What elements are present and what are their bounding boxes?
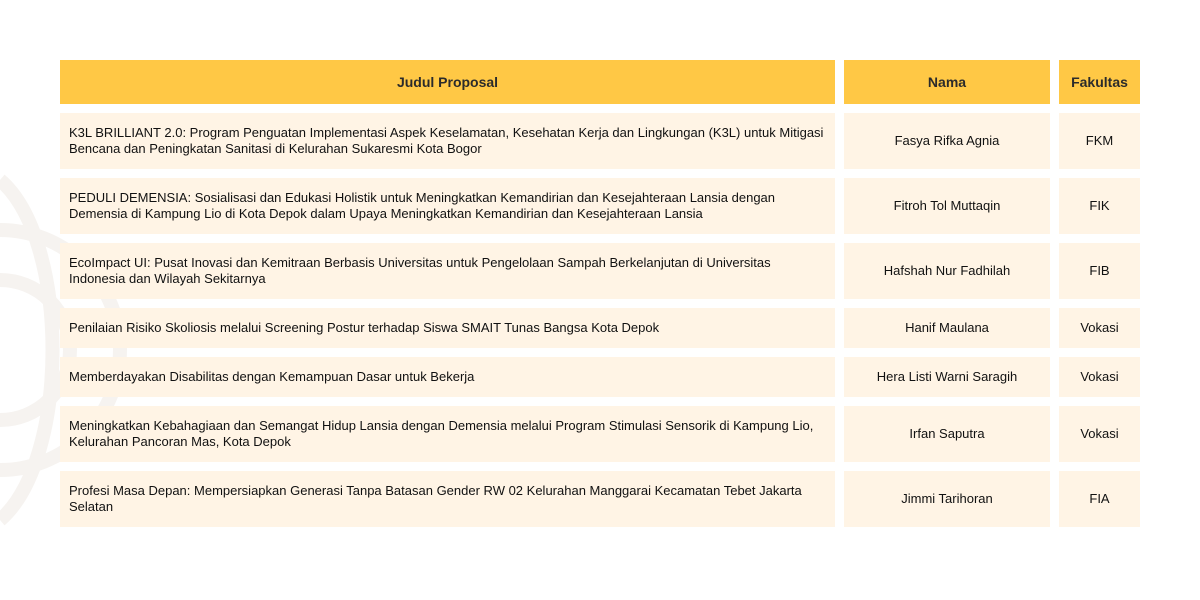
faculty: FKM: [1059, 113, 1140, 169]
proposer-name: Hanif Maulana: [844, 308, 1050, 348]
header-title: Judul Proposal: [60, 60, 835, 104]
proposal-title: Profesi Masa Depan: Mempersiapkan Generasi Tanpa Batasan Gender RW 02 Kelurahan Manggarai Kecamatan Tebet Jakarta Selatan: [60, 471, 835, 527]
proposal-title: K3L BRILLIANT 2.0: Program Penguatan Implementasi Aspek Keselamatan, Kesehatan Kerja dan Lingkungan (K3L) untuk Mitigasi Bencana dan Peningkatan Sanitasi di Kelurahan Sukaresmi Kota Bogor: [60, 113, 835, 169]
proposal-table-container: [60, 60, 1140, 527]
table-row: [60, 113, 1140, 169]
header-faculty: Fakultas: [1059, 60, 1140, 104]
proposer-name: Fitroh Tol Muttaqin: [844, 178, 1050, 234]
faculty: FIA: [1059, 471, 1140, 527]
proposer-name: Fasya Rifka Agnia: [844, 113, 1050, 169]
proposal-title: Memberdayakan Disabilitas dengan Kemampuan Dasar untuk Bekerja: [60, 357, 835, 397]
faculty: Vokasi: [1059, 406, 1140, 462]
faculty: Vokasi: [1059, 357, 1140, 397]
table-row: [60, 357, 1140, 397]
table-row: [60, 243, 1140, 299]
table-header-row: [60, 60, 1140, 104]
table-row: [60, 406, 1140, 462]
proposal-table: [51, 51, 1149, 536]
proposal-title: Meningkatkan Kebahagiaan dan Semangat Hidup Lansia dengan Demensia melalui Program Stimulasi Sensorik di Kampung Lio, Kelurahan Pancoran Mas, Kota Depok: [60, 406, 835, 462]
table-row: [60, 308, 1140, 348]
proposer-name: Jimmi Tarihoran: [844, 471, 1050, 527]
table-row: [60, 471, 1140, 527]
proposal-title: EcoImpact UI: Pusat Inovasi dan Kemitraan Berbasis Universitas untuk Pengelolaan Sampah Berkelanjutan di Universitas Indonesia dan Wilayah Sekitarnya: [60, 243, 835, 299]
proposer-name: Irfan Saputra: [844, 406, 1050, 462]
header-name: Nama: [844, 60, 1050, 104]
faculty: FIB: [1059, 243, 1140, 299]
proposal-title: PEDULI DEMENSIA: Sosialisasi dan Edukasi Holistik untuk Meningkatkan Kemandirian dan Kesejahteraan Lansia dengan Demensia di Kampung Lio di Kota Depok dalam Upaya Meningkatkan Kemandirian dan Kesejahteraan Lansia: [60, 178, 835, 234]
proposer-name: Hafshah Nur Fadhilah: [844, 243, 1050, 299]
table-row: [60, 178, 1140, 234]
faculty: Vokasi: [1059, 308, 1140, 348]
faculty: FIK: [1059, 178, 1140, 234]
proposer-name: Hera Listi Warni Saragih: [844, 357, 1050, 397]
proposal-title: Penilaian Risiko Skoliosis melalui Screening Postur terhadap Siswa SMAIT Tunas Bangsa Kota Depok: [60, 308, 835, 348]
